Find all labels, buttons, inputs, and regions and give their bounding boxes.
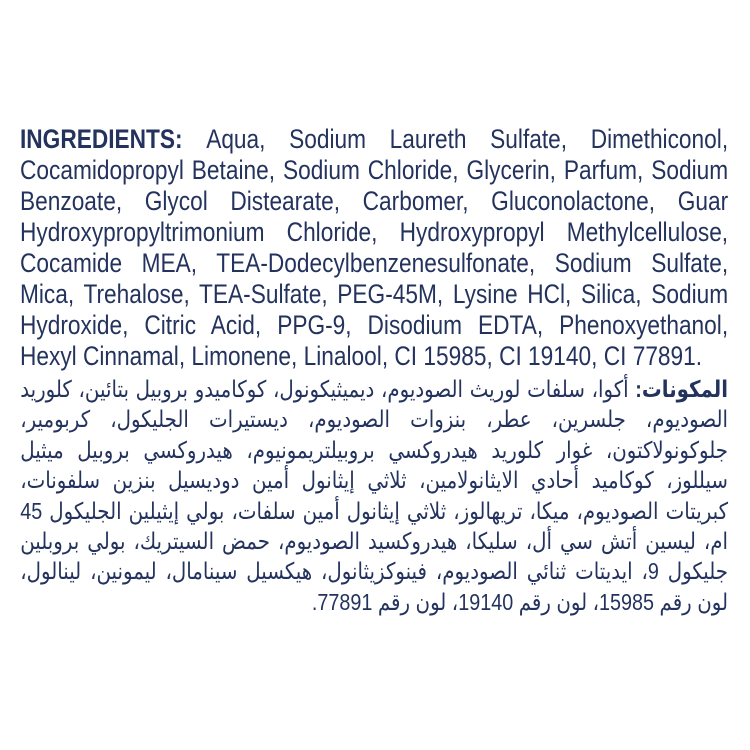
ingredients-heading-ar: المكونات: <box>628 376 728 402</box>
ingredients-arabic <box>20 374 728 617</box>
ingredients-english <box>20 124 728 372</box>
ingredients-list-ar: أكوا، سلفات لوريث الصوديوم، ديميثيكونول، كوكاميدو بروبيل بتائين، كلوريد الصوديوم، جلسرين، عطر، بنزوات الصوديوم، ديستيرات الجليكول، كربومير، جلوكونولاكتون، غوار كلوريد هيدروكسي بروبيلتريمونيوم، هيدروكسي بروبيل ميثيل سيللوز، كوكاميد أحادي الايثانولامين، ثلاثي إيثانول أمين دوديسيل بنزين سلفونات، كبريتات الصوديوم، ميكا، تريهالوز، ثلاثي إيثانول أمين سلفات، بولي إيثيلين الجليكول 45 ام، ليسين أتش سي أل، سليكا، هيدروكسيد الصوديوم، حمض السيتريك، بولي بروبلين جليكول 9، ايديتات ثنائي الصوديوم، فينوكزيثانول، هيكسيل سينامال، ليمونين، لينالول، لون رقم 15985، لون رقم 19140، لون رقم 77891. <box>20 376 729 615</box>
ingredients-label <box>20 124 728 617</box>
ingredients-heading-en: INGREDIENTS: <box>20 124 207 154</box>
ingredients-list-en: Aqua, Sodium Laureth Sulfate, Dimethiconol, Cocamidopropyl Betaine, Sodium Chloride, Glycerin, Parfum, Sodium Benzoate, Glycol Distearate, Carbomer, Gluconolactone, Guar Hydroxypropyltrimonium Chloride, Hydroxypropyl Methylcellulose, Cocamide MEA, TEA-Dodecylbenzenesulfonate, Sodium Sulfate, Mica, Trehalose, TEA-Sulfate, PEG-45M, Lysine HCl, Silica, Sodium Hydroxide, Citric Acid, PPG-9, Disodium EDTA, Phenoxyethanol, Hexyl Cinnamal, Limonene, Linalool, CI 15985, CI 19140, CI 77891. <box>20 124 729 371</box>
